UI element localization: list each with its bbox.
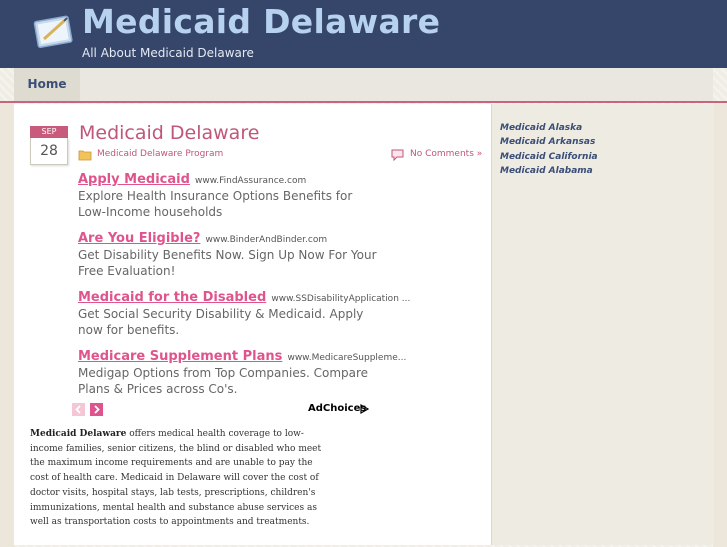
nav-item-home[interactable]: Home	[14, 68, 80, 101]
sidebar-link-arkansas[interactable]: Medicaid Arkansas	[500, 137, 596, 147]
post-body	[30, 427, 330, 530]
ad-title-link[interactable]: Are You Eligible?	[78, 231, 201, 246]
post-body-text: offers medical health coverage to low-income families, senior citizens, the blind or disabled who meet the maximum income requirements and are unable to pay the cost of health care. Medicaid in Delaware will cover the cost of doctor visits, hospital stays, lab tests, prescriptions, children's immunizations, mental health and substance abuse services as well as transportation costs to appointments and treatments.	[30, 429, 322, 528]
site-description: All About Medicaid Delaware	[82, 46, 254, 60]
sidebar-link-california[interactable]: Medicaid California	[500, 152, 598, 162]
sidebar-link-alaska[interactable]: Medicaid Alaska	[500, 123, 583, 133]
post-title[interactable]: Medicaid Delaware	[79, 122, 260, 144]
ad-url[interactable]: www.SSDisabilityApplication ...	[271, 294, 411, 304]
comment-bubble-icon	[391, 149, 404, 161]
comments-link[interactable]: No Comments »	[410, 149, 483, 159]
right-border-strip	[713, 101, 727, 547]
adchoices-label[interactable]: AdChoices	[308, 403, 367, 414]
ad-unit	[78, 168, 378, 220]
post-category-link[interactable]: Medicaid Delaware Program	[97, 149, 224, 159]
post-body-bold: Medicaid Delaware	[30, 429, 127, 439]
ad-unit	[78, 286, 411, 338]
ad-description: Get Disability Benefits Now. Sign Up Now For Your Free Evaluation!	[78, 248, 377, 278]
site-header	[0, 0, 727, 68]
sidebar-link-alabama[interactable]: Medicaid Alabama	[500, 166, 593, 176]
ad-description: Get Social Security Disability & Medicaid. Apply now for benefits.	[78, 307, 364, 337]
site-title[interactable]: Medicaid Delaware	[82, 2, 441, 41]
ad-title-link[interactable]: Medicare Supplement Plans	[78, 349, 283, 364]
ad-url[interactable]: www.BinderAndBinder.com	[205, 235, 328, 245]
post-date-calendar	[30, 126, 68, 166]
ad-prev-arrow-icon[interactable]	[72, 403, 85, 416]
ad-title-link[interactable]: Apply Medicaid	[78, 172, 190, 187]
post-date-month: SEP	[30, 126, 68, 138]
adchoices-triangle-icon[interactable]	[360, 404, 369, 414]
post-date-day: 28	[30, 138, 68, 165]
ad-title-link[interactable]: Medicaid for the Disabled	[78, 290, 267, 305]
notepad-logo-icon	[30, 13, 74, 49]
ad-description: Explore Health Insurance Options Benefits for Low-Income households	[78, 189, 353, 219]
ad-description: Medigap Options from Top Companies. Compare Plans & Prices across Co's.	[78, 366, 369, 396]
nav-bar	[14, 68, 713, 103]
ad-unit	[78, 345, 407, 397]
left-border-strip	[0, 101, 14, 547]
ad-url[interactable]: www.MedicareSuppleme...	[287, 353, 407, 363]
ad-unit	[78, 227, 378, 279]
ad-next-arrow-icon[interactable]	[90, 403, 103, 416]
ad-url[interactable]: www.FindAssurance.com	[194, 176, 307, 186]
folder-icon	[79, 150, 91, 160]
